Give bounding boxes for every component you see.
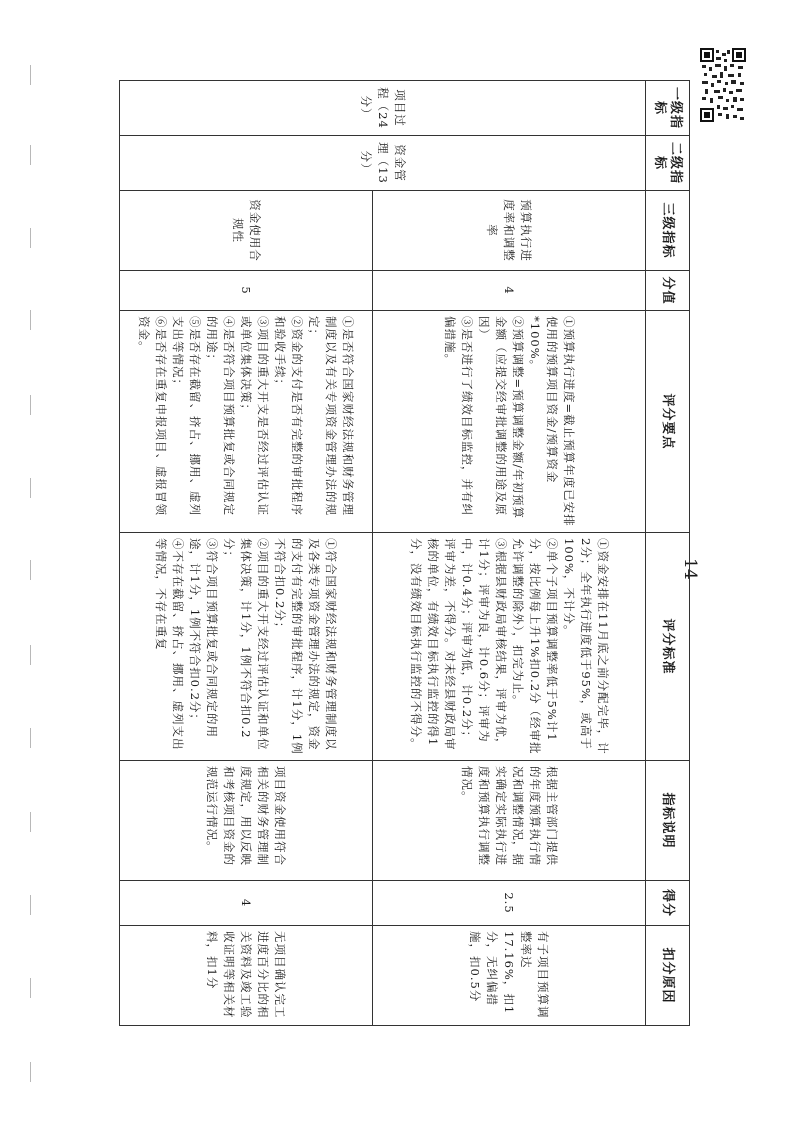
explanation-cell: 根据主管部门提供的年度预算执行情况和调整情况，据实确定实际执行进度和预算执行调整情况。 [373,761,646,881]
explanation-cell: 项目资金使用符合相关的财务管理制度规定，用以反映和考核项目资金的规范运行情况。 [120,761,373,881]
binding-mark [30,645,35,665]
binding-mark [30,65,35,85]
table-row [120,81,373,1026]
header-explanation: 指标说明 [646,761,690,881]
binding-mark [30,145,35,165]
evaluation-table-container [120,80,690,1025]
score-cell: 2.5 [373,881,646,926]
header-level2: 二级指标 [646,136,690,191]
binding-mark [30,478,35,498]
score-value-cell: 5 [120,271,373,311]
table-row [373,81,646,1026]
reason-cell: 有子项目预算调整率达17.16%，扣1分，无纠偏措施，扣0.5分 [373,926,646,1026]
binding-mark [30,1062,35,1082]
binding-mark [30,228,35,248]
score-value-cell: 4 [373,271,646,311]
qr-code-image [700,48,746,122]
criteria-cell: ①符合国家财经法规和财务管理制度以及各类专项资金管理办法的规定，资金的支付有完整的审批程序，计1分，1例不符合扣0.2分； ②项目的重大开支经过评估认证和单位集体决策，计1分，1例不符合扣0.2分； ③符合项目预算批复或合同规定的用途，计1分，1例不符合扣0.2分； ④不存在截留、挤占、挪用、虚列支出等情况，不存在重复 [120,533,373,761]
score-cell: 4 [120,881,373,926]
level3-cell: 资金使用合规性 [120,191,373,271]
level1-cell: 项目过程（24分） [120,81,646,136]
header-row [646,81,690,1026]
header-reason: 扣分原因 [646,926,690,1026]
points-cell: ①是否符合国家财经法规和财务管理制度以及有关专项资金管理办法的规定； ②资金的支付是否有完整的审批程序和验收手续； ③项目的重大开支是否经过评估认证或单位集体决策； ④是否符合项目预算批复或合同规定的用途； ⑤是否存在截留、挤占、挪用、虚列支出等情况； ⑥是否存在重复申报项目、虚报冒领资金。 [120,311,373,533]
level2-cell: 资金管理（13分） [120,136,646,191]
binding-mark [30,560,35,580]
binding-mark [30,978,35,998]
level3-cell: 预算执行进度率和调整率 [373,191,646,271]
header-score: 得分 [646,881,690,926]
header-points: 评分要点 [646,311,690,533]
binding-mark [30,728,35,748]
points-cell: ①预算执行进度=截止预算年度已安排使用的预算项目资金/预算资金*100%。 ②预算调整=预算调整金额/年初预算金额（应提交经审批调整的用途及原因） ③是否进行了绩效目标监控，并有纠偏措施。 [373,311,646,533]
header-level1: 一级指标 [646,81,690,136]
binding-mark [30,395,35,415]
page-number: 14 [680,558,700,580]
binding-mark [30,895,35,915]
evaluation-table [119,80,690,1026]
header-score-value: 分值 [646,271,690,311]
header-criteria: 评分标准 [646,533,690,761]
header-level3: 三级指标 [646,191,690,271]
binding-mark [30,812,35,832]
binding-mark [30,310,35,330]
reason-cell: 无项目确认完工进度百分比的相关资料及竣工验收证明等相关材料，扣1分 [120,926,373,1026]
criteria-cell: ①资金安排在11月底之前分配完毕，计2分；全年执行进度低于95%，或高于100%，不计分。 ②单个子项目预算调整率低于5%计1分，按比例每上升1%扣0.2分（经审批允许调整的除外），扣完为止。 ③根据县财政局审核结果，评审为优，计1分；评审为良，计0.6分；评审为中，计0.4分；评审为低，计0.2分；评审为差，不得分。对未经县财政局审核的单位，有绩效目标执行监控的得1分，没有绩效目标执行监控的不得分。 [373,533,646,761]
